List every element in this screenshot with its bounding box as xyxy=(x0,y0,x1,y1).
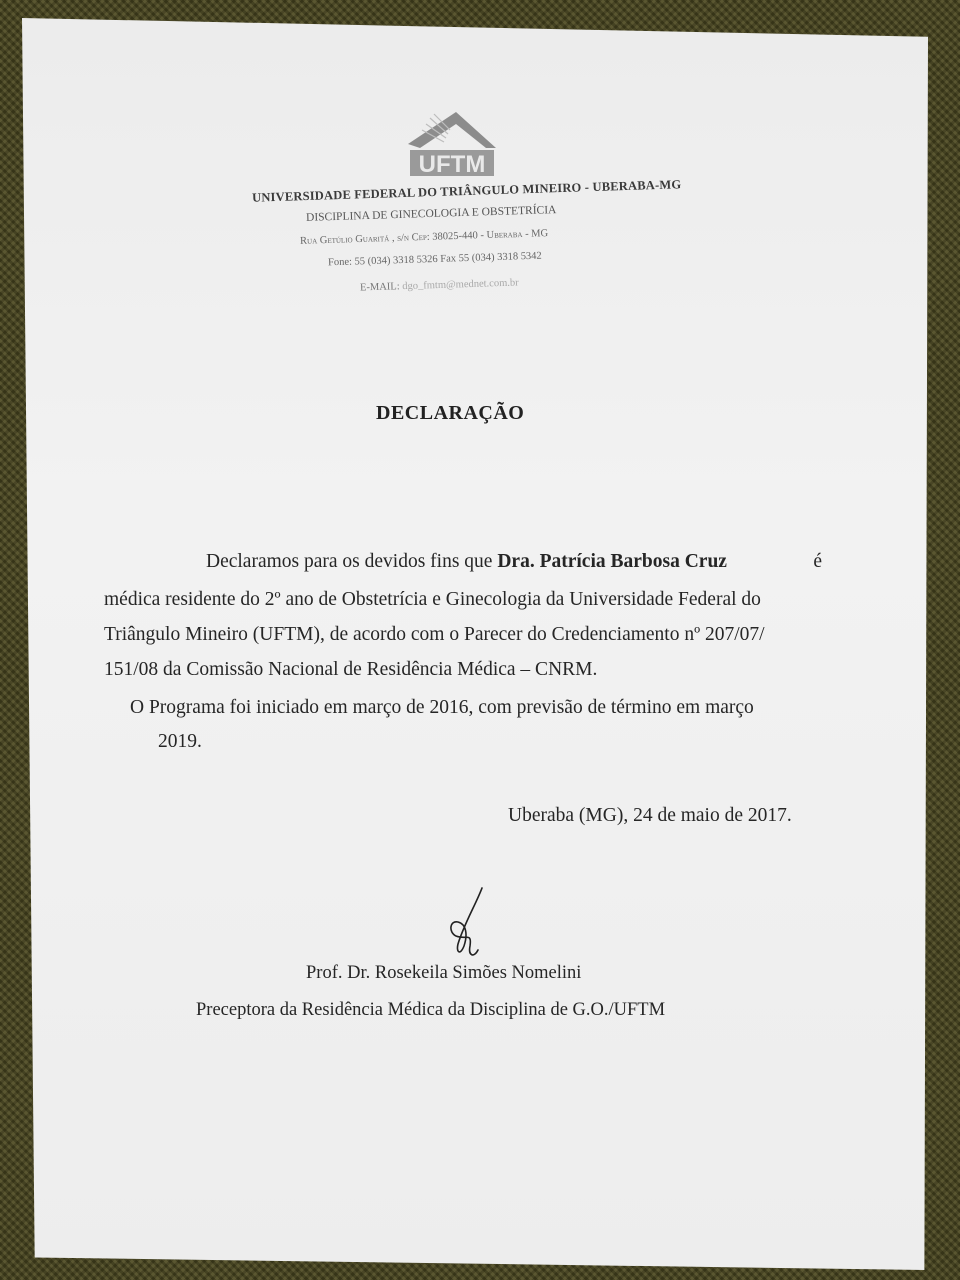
document-title: DECLARAÇÃO xyxy=(376,402,525,424)
resident-name: Dra. Patrícia Barbosa Cruz xyxy=(497,551,727,572)
signatory-name: Prof. Dr. Rosekeila Simões Nomelini xyxy=(306,963,582,983)
handwritten-signature xyxy=(436,884,506,964)
signatory-role: Preceptora da Residência Médica da Disciplina de G.O./UFTM xyxy=(196,1000,666,1020)
line1-end: é xyxy=(813,551,822,572)
uftm-logo xyxy=(400,100,500,190)
phone-line: Fone: 55 (034) 3318 5326 Fax 55 (034) 3318 5342 xyxy=(327,250,542,269)
body-line-6: 2019. xyxy=(158,731,202,752)
address-line: Rua Getúlio Guaritá , s/n Cep: 38025-440 - Uberaba - MG xyxy=(299,228,549,247)
email-address: dgo_fmtm@mednet.com.br xyxy=(402,277,519,293)
body-line-1 xyxy=(206,551,822,573)
department-name: DISCIPLINA DE GINECOLOGIA E OBSTETRÍCIA xyxy=(305,204,557,224)
email-label: E-MAIL: xyxy=(359,281,400,294)
intro-text: Declaramos para os devidos fins que xyxy=(206,551,493,572)
body-line-5: O Programa foi iniciado em março de 2016, com previsão de término em março xyxy=(130,697,754,718)
institution-name: UNIVERSIDADE FEDERAL DO TRIÂNGULO MINEIRO - UBERABA-MG xyxy=(251,177,682,205)
document-date: Uberaba (MG), 24 de maio de 2017. xyxy=(508,805,792,826)
svg-text:UFTM: UFTM xyxy=(418,151,486,178)
body-line-4: 151/08 da Comissão Nacional de Residência Médica – CNRM. xyxy=(104,659,598,680)
body-line-2: médica residente do 2º ano de Obstetrícia e Ginecologia da Universidade Federal do xyxy=(104,589,761,610)
body-line-3: Triângulo Mineiro (UFTM), de acordo com o Parecer do Credenciamento nº 207/07/ xyxy=(104,624,765,645)
